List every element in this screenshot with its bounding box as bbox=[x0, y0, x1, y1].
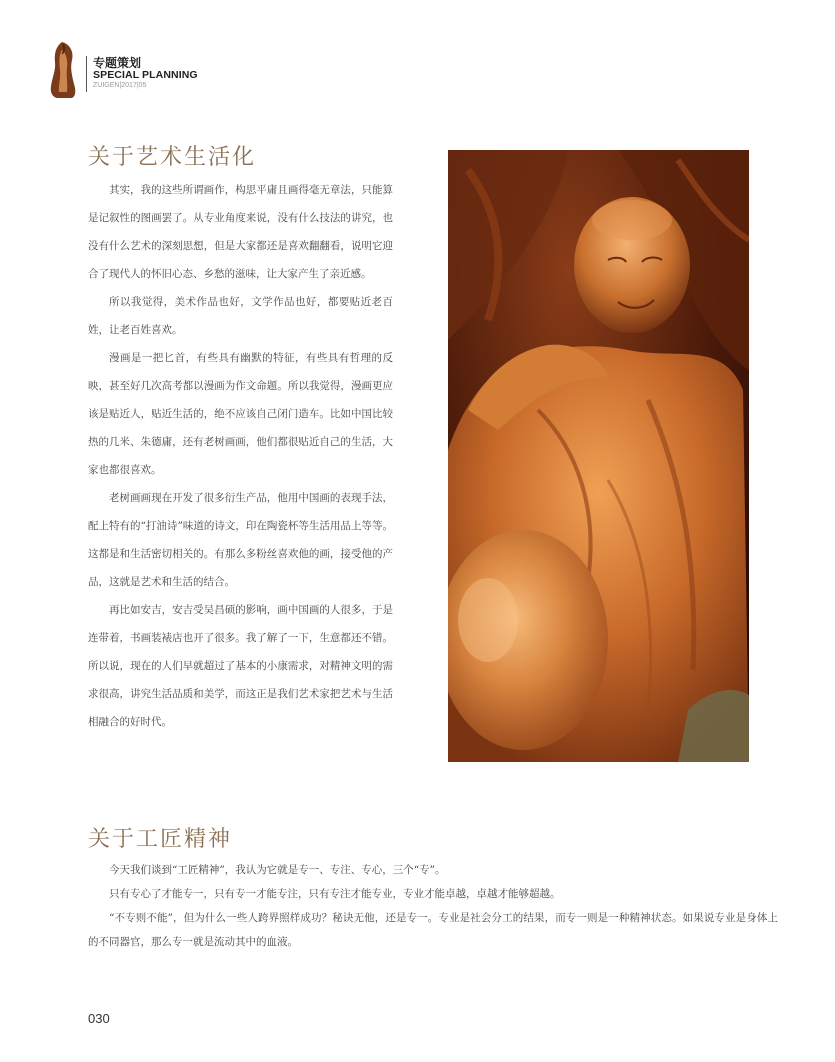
root-carving-logo bbox=[48, 40, 78, 100]
paragraph: 只有专心了才能专一，只有专一才能专注，只有专注才能专业，专业才能卓越，卓越才能够超越。 bbox=[109, 888, 561, 900]
paragraph: “不专则不能”，但为什么一些人跨界照样成功？秘诀无他，还是专一。专业是社会分工的结果，而专一则是一种精神状态。如果说专业是身体上的不同器官，那么专一就是流动其中的血液。 bbox=[88, 912, 778, 948]
art-life-body bbox=[88, 176, 393, 736]
paragraph: 今天我们谈到“工匠精神”，我认为它就是专一、专注、专心，三个“专”。 bbox=[109, 864, 446, 876]
page-number: 030 bbox=[88, 1011, 110, 1026]
paragraph: 再比如安吉，安吉受吴昌硕的影响，画中国画的人很多，于是连带着，书画装裱店也开了很多。我了解了一下，生意都还不错。所以说，现在的人们早就超过了基本的小康需求，对精神文明的需求很高，讲究生活品质和美学，而这正是我们艺术家把艺术与生活相融合的好时代。 bbox=[88, 604, 393, 728]
issue-code: ZUIGEN|2017|05 bbox=[93, 82, 147, 89]
craftsman-heading: 关于工匠精神 bbox=[88, 827, 233, 852]
section-title-en: SPECIAL PLANNING bbox=[93, 69, 198, 81]
paragraph: 所以我觉得，美术作品也好，文学作品也好，都要贴近老百姓，让老百姓喜欢。 bbox=[88, 296, 393, 336]
section-title-zh: 专题策划 bbox=[93, 56, 142, 70]
art-life-heading: 关于艺术生活化 bbox=[88, 145, 257, 170]
header-divider bbox=[86, 56, 87, 92]
craftsman-body bbox=[88, 858, 778, 954]
paragraph: 其实，我的这些所谓画作，构思平庸且画得毫无章法，只能算是记叙性的图画罢了。从专业角度来说，没有什么技法的讲究，也没有什么艺术的深刻思想，但是大家都还是喜欢翻翻看，说明它迎合了现代人的怀旧心态、乡愁的滋味，让大家产生了亲近感。 bbox=[88, 184, 393, 280]
paragraph: 老树画画现在开发了很多衍生产品，他用中国画的表现手法，配上特有的“打油诗”味道的诗文，印在陶瓷杯等生活用品上等等。这都是和生活密切相关的。有那么多粉丝喜欢他的画，接受他的产品，这就是艺术和生活的结合。 bbox=[88, 492, 393, 588]
arhat-carving-photo bbox=[448, 150, 749, 762]
paragraph: 漫画是一把匕首，有些具有幽默的特征，有些具有哲理的反映，甚至好几次高考都以漫画为作文命题。所以我觉得，漫画更应该是贴近人，贴近生活的，绝不应该自己闭门造车。比如中国比较热的几米、朱德庸，还有老树画画，他们都很贴近自己的生活，大家也都很喜欢。 bbox=[88, 352, 393, 476]
